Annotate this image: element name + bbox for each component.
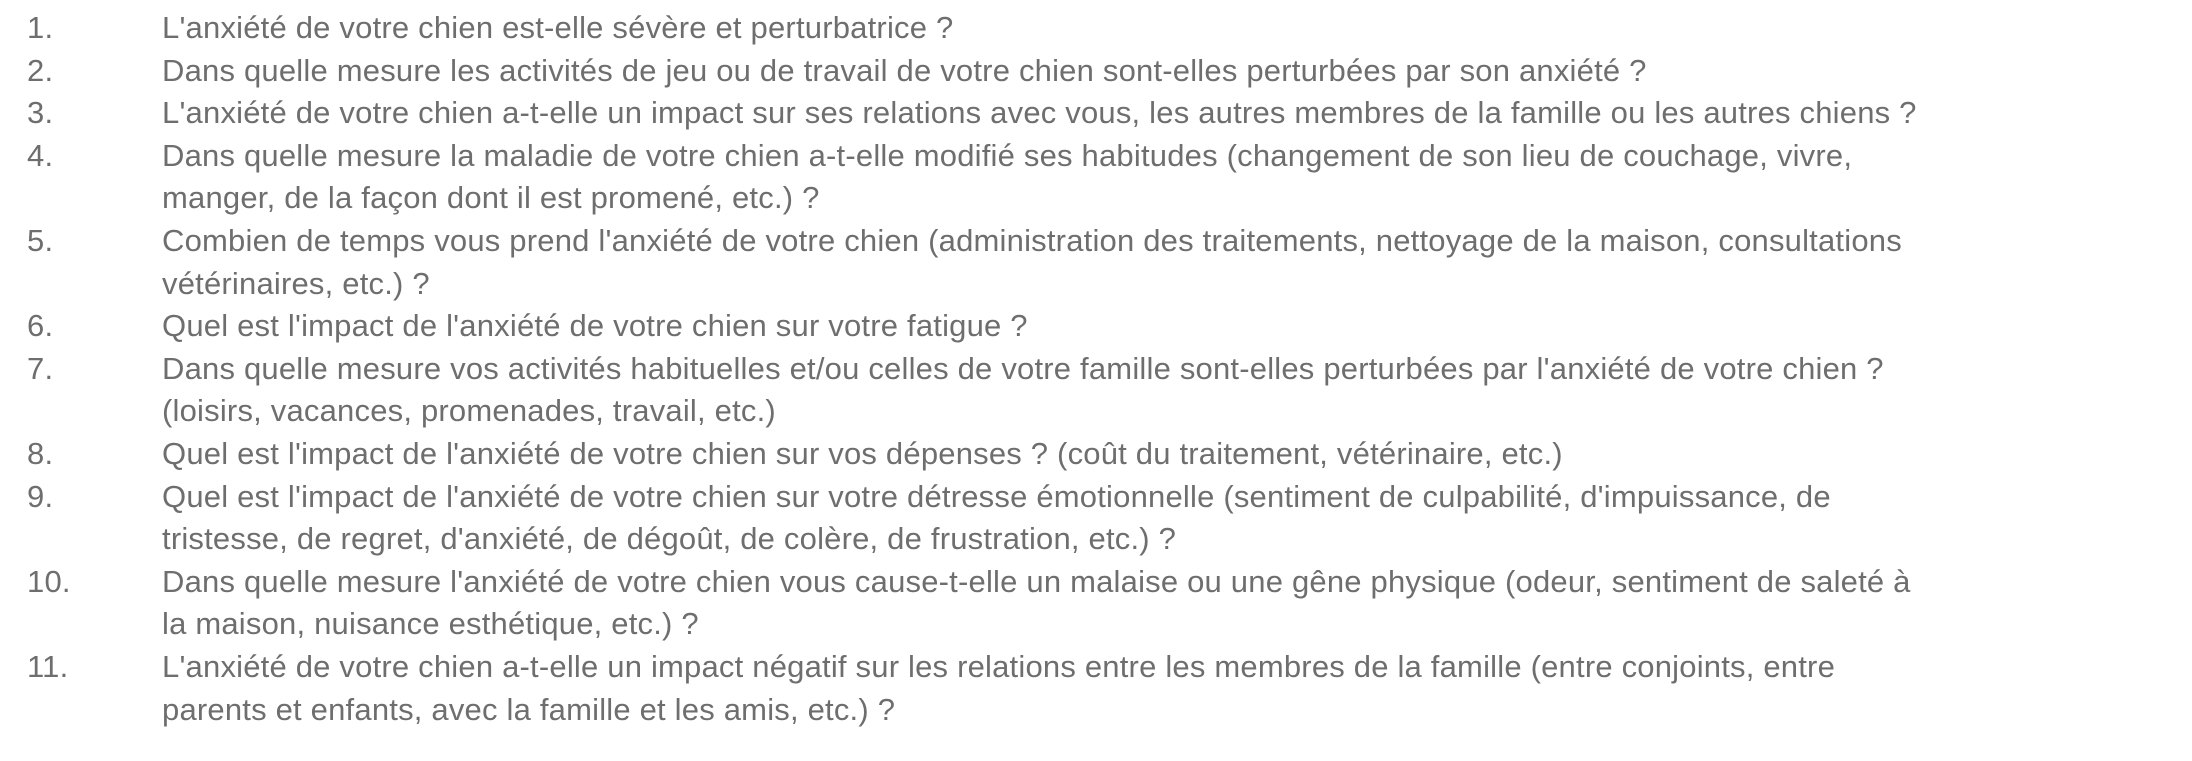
- question-number: 10.: [27, 563, 71, 599]
- question-item-1: [0, 7, 2192, 50]
- question-number: 1.: [27, 10, 54, 45]
- question-line: (loisirs, vacances, promenades, travail, etc.): [162, 393, 776, 429]
- question-item-4: [0, 135, 2192, 220]
- question-text: [162, 561, 2192, 646]
- question-text: [162, 135, 2192, 220]
- question-number: 6.: [27, 308, 54, 344]
- question-text: [162, 220, 2192, 305]
- question-number: 2.: [27, 52, 54, 88]
- question-text: [162, 92, 2192, 135]
- question-line: vétérinaires, etc.) ?: [162, 265, 430, 301]
- question-item-5: [0, 220, 2192, 305]
- question-item-10: [0, 561, 2192, 646]
- question-line: L'anxiété de votre chien est-elle sévère et perturbatrice ?: [162, 10, 954, 45]
- question-line: L'anxiété de votre chien a-t-elle un impact sur ses relations avec vous, les autres membres de la famille ou les autres chiens ?: [162, 95, 1917, 131]
- question-line: parents et enfants, avec la famille et les amis, etc.) ?: [162, 691, 896, 727]
- question-item-8: [0, 433, 2192, 476]
- question-text: [162, 7, 2192, 50]
- question-line: Quel est l'impact de l'anxiété de votre chien sur vos dépenses ? (coût du traitement, vétérinaire, etc.): [162, 435, 1563, 471]
- question-text: [162, 305, 2192, 348]
- question-line: L'anxiété de votre chien a-t-elle un impact négatif sur les relations entre les membres de la famille (entre conjoints, entre: [162, 648, 1836, 684]
- question-item-3: [0, 92, 2192, 135]
- question-number: 3.: [27, 95, 54, 131]
- question-text: [162, 348, 2192, 433]
- question-number: 5.: [27, 222, 54, 258]
- question-text: [162, 476, 2192, 561]
- question-line: tristesse, de regret, d'anxiété, de dégoût, de colère, de frustration, etc.) ?: [162, 521, 1177, 557]
- question-line: Quel est l'impact de l'anxiété de votre chien sur votre fatigue ?: [162, 308, 1028, 344]
- question-line: Dans quelle mesure vos activités habituelles et/ou celles de votre famille sont-elles perturbées par l'anxiété de votre chien ?: [162, 350, 1884, 386]
- question-line: Dans quelle mesure l'anxiété de votre chien vous cause-t-elle un malaise ou une gêne physique (odeur, sentiment de saleté à: [162, 563, 1911, 599]
- question-text: [162, 50, 2192, 93]
- question-item-11: [0, 646, 2192, 731]
- question-item-2: [0, 50, 2192, 93]
- question-line: Quel est l'impact de l'anxiété de votre chien sur votre détresse émotionnelle (sentiment de culpabilité, d'impuissance, de: [162, 478, 1831, 514]
- question-line: manger, de la façon dont il est promené, etc.) ?: [162, 180, 820, 216]
- question-item-6: [0, 305, 2192, 348]
- question-text: [162, 646, 2192, 731]
- question-line: Dans quelle mesure la maladie de votre chien a-t-elle modifié ses habitudes (changement de son lieu de couchage, vivre,: [162, 137, 1853, 173]
- question-number: 9.: [27, 478, 54, 514]
- question-item-9: [0, 476, 2192, 561]
- question-line: Combien de temps vous prend l'anxiété de votre chien (administration des traitements, nettoyage de la maison, consultations: [162, 222, 1902, 258]
- question-text: [162, 433, 2192, 476]
- question-number: 4.: [27, 137, 54, 173]
- question-number: 11.: [27, 648, 69, 684]
- question-line: la maison, nuisance esthétique, etc.) ?: [162, 606, 699, 642]
- question-number: 7.: [27, 350, 54, 386]
- question-number: 8.: [27, 435, 54, 471]
- question-line: Dans quelle mesure les activités de jeu ou de travail de votre chien sont-elles perturbées par son anxiété ?: [162, 52, 1647, 88]
- question-item-7: [0, 348, 2192, 433]
